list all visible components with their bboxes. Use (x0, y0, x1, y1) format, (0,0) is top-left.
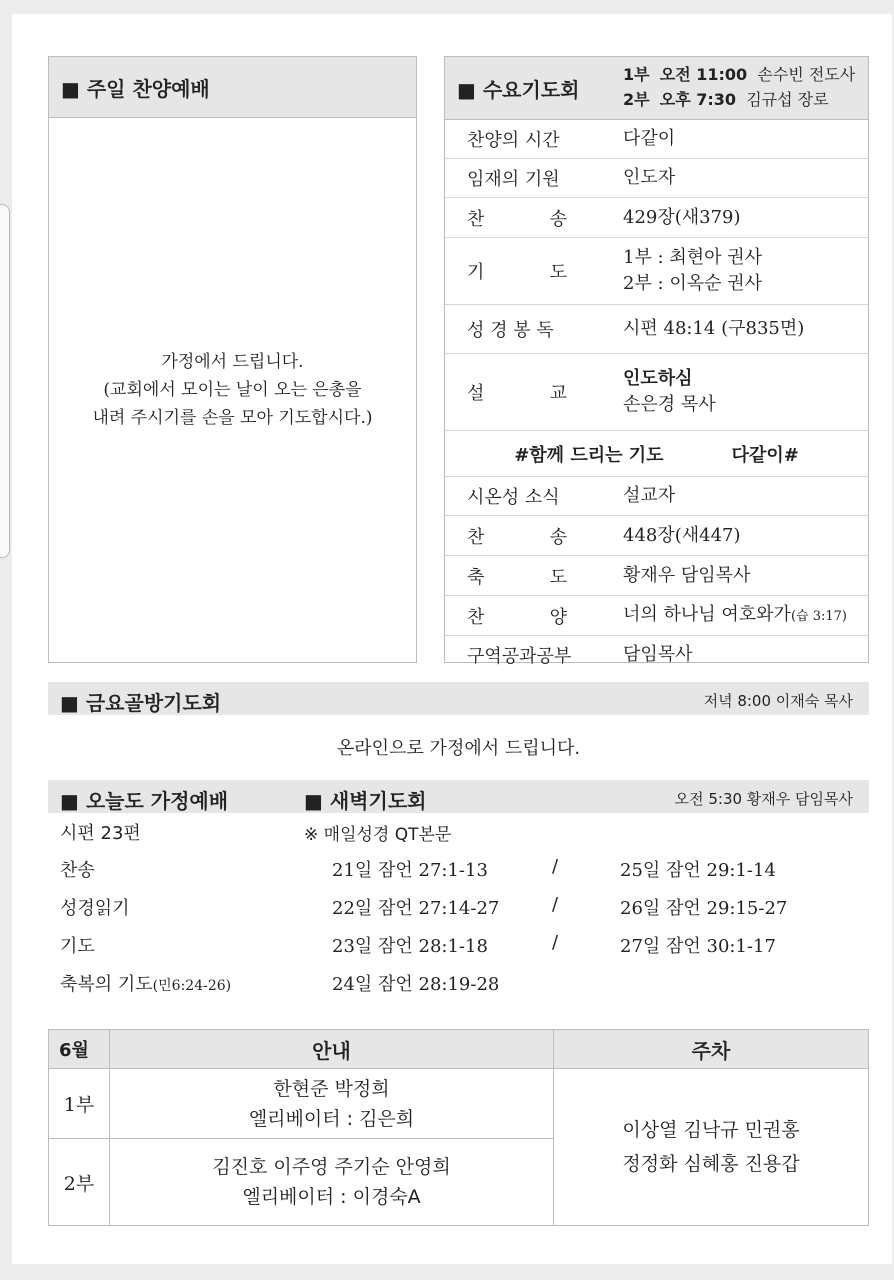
wednesday-times: 1부 오전 11:00 손수빈 전도사 2부 오후 7:30 김규섭 장로 (623, 65, 856, 109)
sunday-worship-notice (49, 117, 416, 662)
sunday-worship-box (48, 56, 417, 663)
order-row: 시온성 소식 설교자 (445, 477, 868, 516)
dawn-reading: 26일 잠언 29:15-27 (620, 898, 788, 919)
guide-header: 안내 (110, 1030, 554, 1069)
friday-prayer-title: ■ 금요골방기도회 (60, 691, 222, 715)
dawn-reading: 27일 잠언 30:1-17 (620, 936, 776, 957)
home-dawn-bar (48, 780, 869, 813)
side-scroll-tab[interactable] (0, 204, 10, 558)
order-row: 기 도 1부 : 최현아 권사 2부 : 이옥순 권사 (445, 238, 868, 305)
dawn-reading: 22일 잠언 27:14-27 (332, 898, 500, 919)
home-worship-item: 축복의 기도(민6:24-26) (60, 974, 232, 995)
order-row: 찬 송 429장(새379) (445, 198, 868, 238)
home-worship-item: 성경읽기 (60, 898, 130, 919)
sunday-notice-line: 가정에서 드립니다. (161, 351, 304, 372)
home-worship-item: 시편 23편 (60, 823, 141, 844)
part-label: 1부 (49, 1069, 110, 1139)
wednesday-prayer-header (445, 57, 868, 120)
home-worship-item: 찬송 (60, 860, 95, 881)
june-duty-table (48, 1029, 869, 1226)
dawn-reading: 24일 잠언 28:19-28 (332, 974, 500, 995)
dawn-reading: 21일 잠언 27:1-13 (332, 860, 488, 881)
friday-prayer-notice: 온라인으로 가정에서 드립니다. (336, 738, 581, 759)
guide-cell: 김진호 이주영 주기순 안영희 엘리베이터 : 이경숙A (110, 1139, 554, 1226)
sunday-notice-line: (교회에서 모이는 날이 오는 은총을 (103, 379, 362, 400)
home-worship-item: 기도 (60, 936, 95, 957)
parking-cell: 이상열 김낙규 민권홍 정정화 심혜홍 진용갑 (554, 1069, 869, 1226)
dawn-separator: / (552, 856, 559, 877)
month-header: 6월 (49, 1030, 110, 1069)
order-row: 성 경 봉 독 시편 48:14 (구835면) (445, 305, 868, 354)
dawn-qt-note: ※ 매일성경 QT본문 (304, 825, 452, 845)
order-row: 임재의 기원 인도자 (445, 159, 868, 198)
together-prayer-row: #함께 드리는 기도 다같이# (445, 431, 868, 477)
sunday-worship-title: ■ 주일 찬양예배 (49, 57, 416, 118)
parking-header: 주차 (554, 1030, 869, 1069)
dawn-reading: 23일 잠언 28:1-18 (332, 936, 488, 957)
dawn-separator: / (552, 932, 559, 953)
wednesday-prayer-title: ■ 수요기도회 (457, 78, 580, 102)
guide-cell: 한현준 박정희 엘리베이터 : 김은희 (110, 1069, 554, 1139)
home-worship-title: ■ 오늘도 가정예배 (60, 789, 229, 813)
dawn-reading: 25일 잠언 29:1-14 (620, 860, 776, 881)
order-row: 찬양의 시간 다같이 (445, 120, 868, 159)
order-row: 구역공과공부 담임목사 (467, 644, 693, 667)
part-label: 2부 (49, 1139, 110, 1226)
order-row: 설 교 인도하심 손은경 목사 (445, 354, 868, 431)
order-row: 찬 양 너의 하나님 여호와가(습 3:17) (445, 596, 868, 636)
order-row: 찬 송 448장(새447) (445, 516, 868, 556)
dawn-separator: / (552, 894, 559, 915)
order-row: 축 도 황재우 담임목사 (445, 556, 868, 596)
dawn-prayer-title: ■ 새벽기도회 (304, 789, 427, 813)
friday-prayer-time: 저녁 8:00 이재숙 목사 (703, 692, 853, 710)
sunday-notice-line: 내려 주시기를 손을 모아 기도합시다.) (92, 407, 373, 428)
dawn-prayer-time: 오전 5:30 황재우 담임목사 (674, 790, 853, 808)
friday-prayer-bar (48, 682, 869, 715)
wednesday-prayer-box (444, 56, 869, 667)
